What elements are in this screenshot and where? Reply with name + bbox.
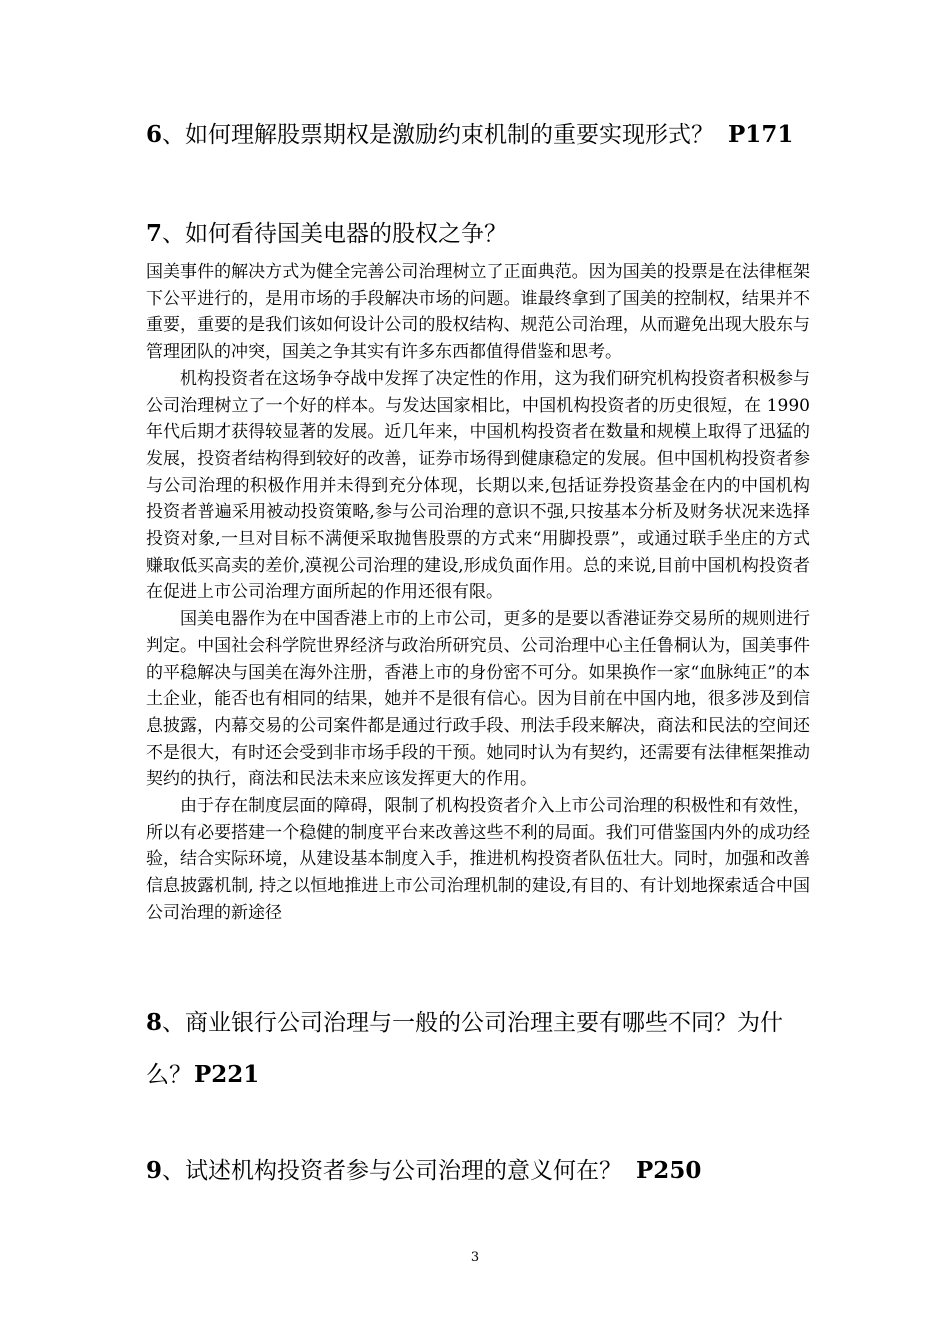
question-6-number: 6 — [146, 121, 163, 148]
question-9-heading — [146, 1145, 806, 1197]
answer-7-paragraph-3: 国美电器作为在中国香港上市的上市公司，更多的是要以香港证券交易所的规则进行判定。中国社会科学院世界经济与政治所研究员、公司治理中心主任鲁桐认为，国美事件的平稳解决与国美在海外注册，香港上市的身份密不可分。如果换作一家“血脉纯正”的本土企业，能否也有相同的结果，她并不是很有信心。因为目前在中国内地，很多涉及到信息披露，内幕交易的公司案件都是通过行政手段、刑法手段来解决，商法和民法的空间还不是很大，有时还会受到非市场手段的干预。她同时认为有契约，还需要有法律框架推动契约的执行，商法和民法未来应该发挥更大的作用。 — [146, 609, 810, 790]
question-7-heading — [146, 208, 806, 260]
question-8-text: 、商业银行公司治理与一般的公司治理主要有哪些不同？为什么？ — [146, 1010, 784, 1088]
answer-7-paragraph-1: 国美事件的解决方式为健全完善公司治理树立了正面典范。因为国美的投票是在法律框架下公平进行的，是用市场的手段解决市场的问题。谁最终拿到了国美的控制权，结果并不重要，重要的是我们该如何设计公司的股权结构、规范公司治理，从而避免出现大股东与管理团队的冲突，国美之争其实有许多东西都值得借鉴和思考。 — [146, 262, 810, 363]
question-9-page-ref: P250 — [636, 1157, 702, 1184]
question-6-heading — [146, 109, 806, 161]
page-number: 3 — [470, 1250, 480, 1265]
question-8-heading — [146, 997, 814, 1101]
question-9-text: 、试述机构投资者参与公司治理的意义何在？ — [162, 1158, 623, 1184]
question-8-number: 8 — [146, 1009, 163, 1036]
question-7-number: 7 — [146, 220, 163, 247]
question-9-number: 9 — [146, 1157, 163, 1184]
answer-7-body — [146, 259, 810, 927]
question-8-page-ref: P221 — [194, 1061, 260, 1088]
question-7-text: 、如何看待国美电器的股权之争？ — [162, 221, 508, 247]
question-6-text: 、如何理解股票期权是激励约束机制的重要实现形式？ — [162, 122, 715, 148]
answer-7-paragraph-2: 机构投资者在这场争夺战中发挥了决定性的作用，这为我们研究机构投资者积极参与公司治理树立了一个好的样本。与发达国家相比，中国机构投资者的历史很短，在 1990 年代后期才获得较显著的发展。近几年来，中国机构投资者在数量和规模上取得了迅猛的发展，投资者结构得到较好的改善，证券市场得到健康稳定的发展。但中国机构投资者参与公司治理的积极作用并未得到充分体现，长期以来,包括证券投资基金在内的中国机构投资者普遍采用被动投资策略,参与公司治理的意识不强,只按基本分析及财务状况来选择投资对象,一旦对目标不满便采取抛售股票的方式来“用脚投票”，或通过联手坐庄的方式赚取低买高卖的差价,漠视公司治理的建设,形成负面作用。总的来说,目前中国机构投资者在促进上市公司治理方面所起的作用还很有限。 — [146, 368, 810, 603]
answer-7-paragraph-4: 由于存在制度层面的障碍，限制了机构投资者介入上市公司治理的积极性和有效性，所以有必要搭建一个稳健的制度平台来改善这些不利的局面。我们可借鉴国内外的成功经验，结合实际环境，从建设基本制度入手，推进机构投资者队伍壮大。同时，加强和改善信息披露机制, 持之以恒地推进上市公司治理机制的建设,有目的、有计划地探索适合中国公司治理的新途径 — [146, 796, 810, 923]
question-6-page-ref: P171 — [728, 121, 794, 148]
